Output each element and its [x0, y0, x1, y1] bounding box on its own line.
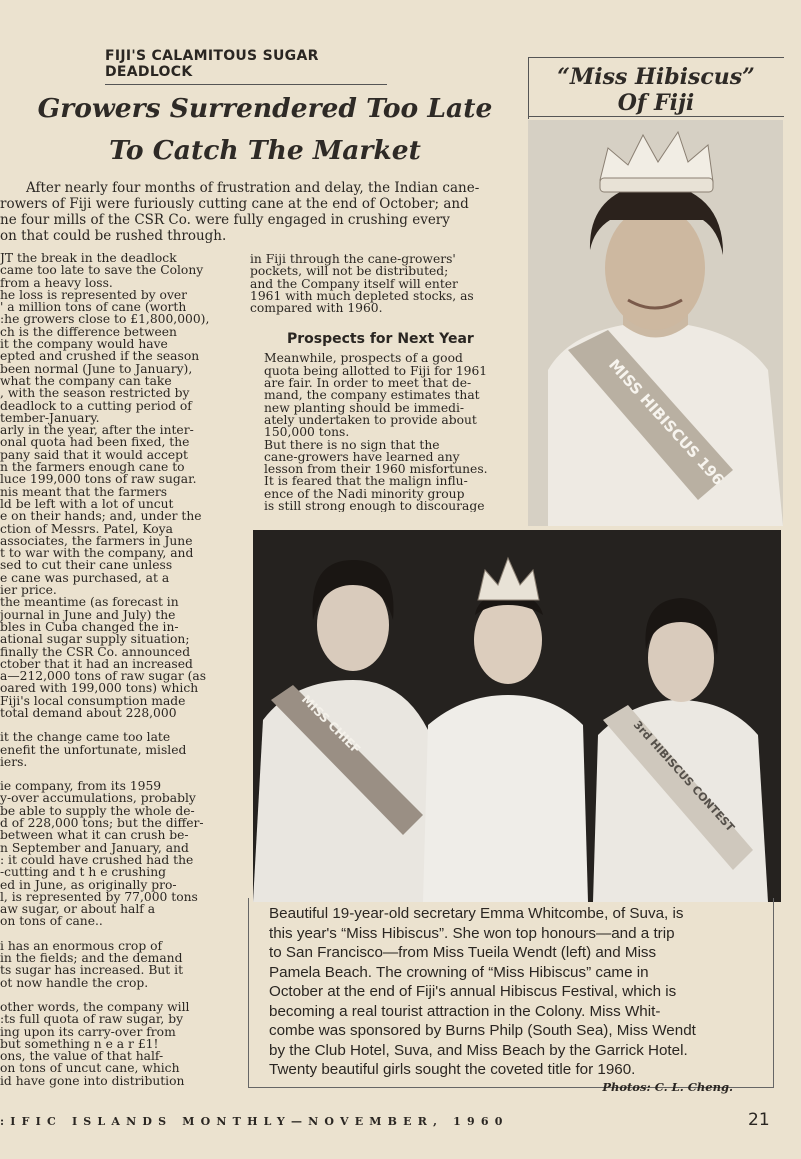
body-text-line: sed to cut their cane unless — [0, 558, 173, 573]
body-text-line: is still strong enough to discourage — [264, 499, 485, 513]
body-text-line: ld be left with a lot of uncut — [0, 496, 174, 511]
body-text-line: d of 228,000 tons; but the differ- — [0, 816, 204, 831]
photo-caption — [248, 898, 774, 1094]
body-text-line: and the Company itself will enter — [250, 276, 458, 291]
body-text-line: ately undertaken to provide about — [264, 412, 477, 427]
body-text-line: ' a million tons of cane (worth — [0, 300, 187, 315]
sash-lettering: MISS HIBISCUS 196 — [605, 355, 728, 489]
body-text-line: It is feared that the malign influ- — [264, 474, 468, 489]
body-text-line: n the farmers enough cane to — [0, 460, 185, 475]
body-text-line: JT the break in the deadlock — [0, 252, 177, 265]
body-text-line: journal in June and July) the — [0, 607, 176, 622]
body-text-line: 150,000 tons. — [264, 425, 350, 440]
body-text-line: l, is represented by 77,000 tons — [0, 889, 198, 904]
intro-line: on that could be rushed through. — [0, 228, 227, 244]
body-text-line: finally the CSR Co. announced — [0, 644, 191, 659]
headline-line-1: Growers Surrendered Too Late — [37, 93, 493, 124]
body-text-line: , with the season restricted by — [0, 386, 190, 401]
body-text-line: pockets, will not be distributed; — [250, 264, 449, 279]
caption-line: Pamela Beach. The crowning of “Miss Hibiscus” came in — [269, 963, 649, 981]
body-text-line: deadlock to a cutting period of — [0, 398, 192, 413]
portrait-photo — [528, 120, 783, 526]
caption-line: October at the end of Fiji's annual Hibiscus Festival, which is — [269, 983, 677, 1000]
body-text-line: quota being allotted to Fiji for 1961 — [264, 363, 488, 378]
body-text-line: what the company can take — [0, 373, 172, 388]
body-text-line: nis meant that the farmers — [0, 484, 168, 499]
body-text-line: epted and crushed if the season — [0, 349, 200, 364]
caption-line: becoming a real tourist attraction in the Colony. Miss Whit- — [269, 1002, 661, 1020]
body-text-line: iers. — [0, 754, 28, 769]
body-text-line: aw sugar, or about half a — [0, 902, 156, 917]
photo-credit: Photos: C. L. Cheng. — [602, 1079, 733, 1094]
body-text-line: between what it can crush be- — [0, 828, 189, 843]
body-text-line: pany said that it would accept — [0, 447, 188, 462]
body-text-line: onal quota had been fixed, the — [0, 435, 190, 450]
body-text-line: other words, the company will — [0, 999, 190, 1014]
body-text-line: on tons of cane.. — [0, 914, 103, 929]
caption-line: to San Francisco—from Miss Tueila Wendt (left) and Miss — [269, 944, 657, 961]
body-text-line: it the change came too late — [0, 730, 171, 745]
body-text-line: n September and January, and — [0, 840, 189, 855]
body-text-line: ence of the Nadi minority group — [264, 486, 465, 501]
body-text-line: but something n e a r £1! — [0, 1036, 159, 1051]
section-kicker: FIJI'S CALAMITOUS SUGAR DEADLOCK — [105, 48, 387, 85]
headline-line-2: To Catch The Market — [109, 135, 421, 166]
body-text-line: mand, the company estimates that — [264, 388, 480, 403]
body-text-line: total demand about 228,000 — [0, 705, 177, 720]
running-footer: :IFIC ISLANDS MONTHLY—NOVEMBER, 1960 — [0, 1115, 509, 1128]
body-text-line: -cutting and t h e crushing — [0, 865, 167, 880]
body-text-line — [0, 928, 232, 940]
page-number: 21 — [748, 1110, 770, 1130]
caption-line: Beautiful 19-year-old secretary Emma Whitcombe, of Suva, is — [269, 905, 684, 922]
body-text-line: ction of Messrs. Patel, Koya — [0, 521, 173, 536]
body-text-line: from a heavy loss. — [0, 275, 113, 290]
body-text-line: ot now handle the crop. — [0, 975, 149, 990]
body-text-line: :ts full quota of raw sugar, by — [0, 1012, 184, 1027]
body-text-line: ie company, from its 1959 — [0, 779, 162, 794]
body-text-line: y-over accumulations, probably — [0, 791, 196, 806]
feature-title-line-1: “Miss Hibiscus” — [557, 64, 755, 90]
portrait-illustration — [528, 120, 783, 526]
caption-line: this year's “Miss Hibiscus”. She won top honours—and a trip — [269, 924, 675, 942]
caption-line: combe was sponsored by Burns Philp (South Sea), Miss Wendt — [269, 1022, 696, 1039]
body-text-line: in Fiji through the cane-growers' — [250, 253, 456, 266]
body-text-line: oared with 199,000 tons) which — [0, 681, 199, 696]
body-text-line: new planting should be immedi- — [264, 400, 465, 415]
body-text-line: ational sugar supply situation; — [0, 632, 190, 647]
group-photo — [253, 530, 781, 902]
body-text-line: cane-growers have learned any — [264, 449, 460, 464]
body-text-line: came too late to save the Colony — [0, 263, 204, 278]
feature-box-title — [528, 57, 784, 117]
body-text-line: id have gone into distribution — [0, 1073, 185, 1088]
intro-line: ne four mills of the CSR Co. were fully engaged in crushing every — [0, 212, 450, 228]
body-text-line: the meantime (as forecast in — [0, 595, 179, 610]
body-text-line: arly in the year, after the inter- — [0, 423, 194, 438]
caption-line: Twenty beautiful girls sought the coveted title for 1960. — [269, 1061, 636, 1078]
article-headline — [10, 88, 520, 172]
body-text-line: ier price. — [0, 583, 57, 598]
body-text-line: associates, the farmers in June — [0, 533, 193, 548]
body-text-line: lesson from their 1960 misfortunes. — [264, 462, 488, 477]
sash-lettering: MISS CHIEF — [298, 692, 364, 757]
subheading: Prospects for Next Year — [287, 331, 474, 348]
sash-lettering: 3rd HIBISCUS CONTEST — [630, 718, 737, 835]
body-text-line: ctober that it had an increased — [0, 656, 193, 671]
body-text-line: 1961 with much depleted stocks, as — [250, 288, 474, 303]
body-text-line: are fair. In order to meet that de- — [264, 376, 472, 391]
intro-line: rowers of Fiji were furiously cutting cane at the end of October; and — [0, 196, 469, 212]
body-text-line: i has an enormous crop of — [0, 938, 163, 953]
body-text-line: tember-January. — [0, 410, 100, 425]
intro-line: After nearly four months of frustration and delay, the Indian cane- — [26, 180, 480, 196]
body-text-line: ed in June, as originally pro- — [0, 877, 177, 892]
group-illustration — [253, 530, 781, 902]
body-text-line: : it could have crushed had the — [0, 852, 194, 867]
body-text-line: Fiji's local consumption made — [0, 693, 186, 708]
body-text-line: e on their hands; and, under the — [0, 509, 202, 524]
body-text-line: ts sugar has increased. But it — [0, 963, 184, 978]
body-text-line: :he growers close to £1,800,000), — [0, 312, 210, 327]
body-text-line: luce 199,000 tons of raw sugar. — [0, 472, 197, 487]
body-text-line: Meanwhile, prospects of a good — [264, 351, 463, 366]
feature-title-line-2: Of Fiji — [617, 90, 695, 116]
body-text-line: on tons of uncut cane, which — [0, 1061, 180, 1076]
body-text-line: ch is the difference between — [0, 324, 177, 339]
body-text-line: ing upon its carry-over from — [0, 1024, 176, 1039]
body-text-line: compared with 1960. — [250, 301, 383, 316]
body-column-right — [250, 253, 512, 512]
body-text-line: he loss is represented by over — [0, 287, 188, 302]
body-text-line: been normal (June to January), — [0, 361, 193, 376]
body-text-line: it the company would have — [0, 337, 168, 352]
body-text-line: t to war with the company, and — [0, 546, 194, 561]
article-intro — [0, 180, 512, 244]
body-text-line: bles in Cuba changed the in- — [0, 619, 179, 634]
body-column-left — [0, 252, 232, 1100]
body-text-line: ons, the value of that half- — [0, 1049, 164, 1064]
body-text-line: a—212,000 tons of raw sugar (as — [0, 669, 207, 684]
caption-line: by the Club Hotel, Suva, and Miss Beach by the Garrick Hotel. — [269, 1041, 688, 1059]
body-text-line: enefit the unfortunate, misled — [0, 742, 187, 757]
body-text-line: in the fields; and the demand — [0, 951, 183, 966]
body-text-line: But there is no sign that the — [264, 437, 440, 452]
body-text-line: be able to supply the whole de- — [0, 803, 195, 818]
body-text-line: e cane was purchased, at a — [0, 570, 170, 585]
